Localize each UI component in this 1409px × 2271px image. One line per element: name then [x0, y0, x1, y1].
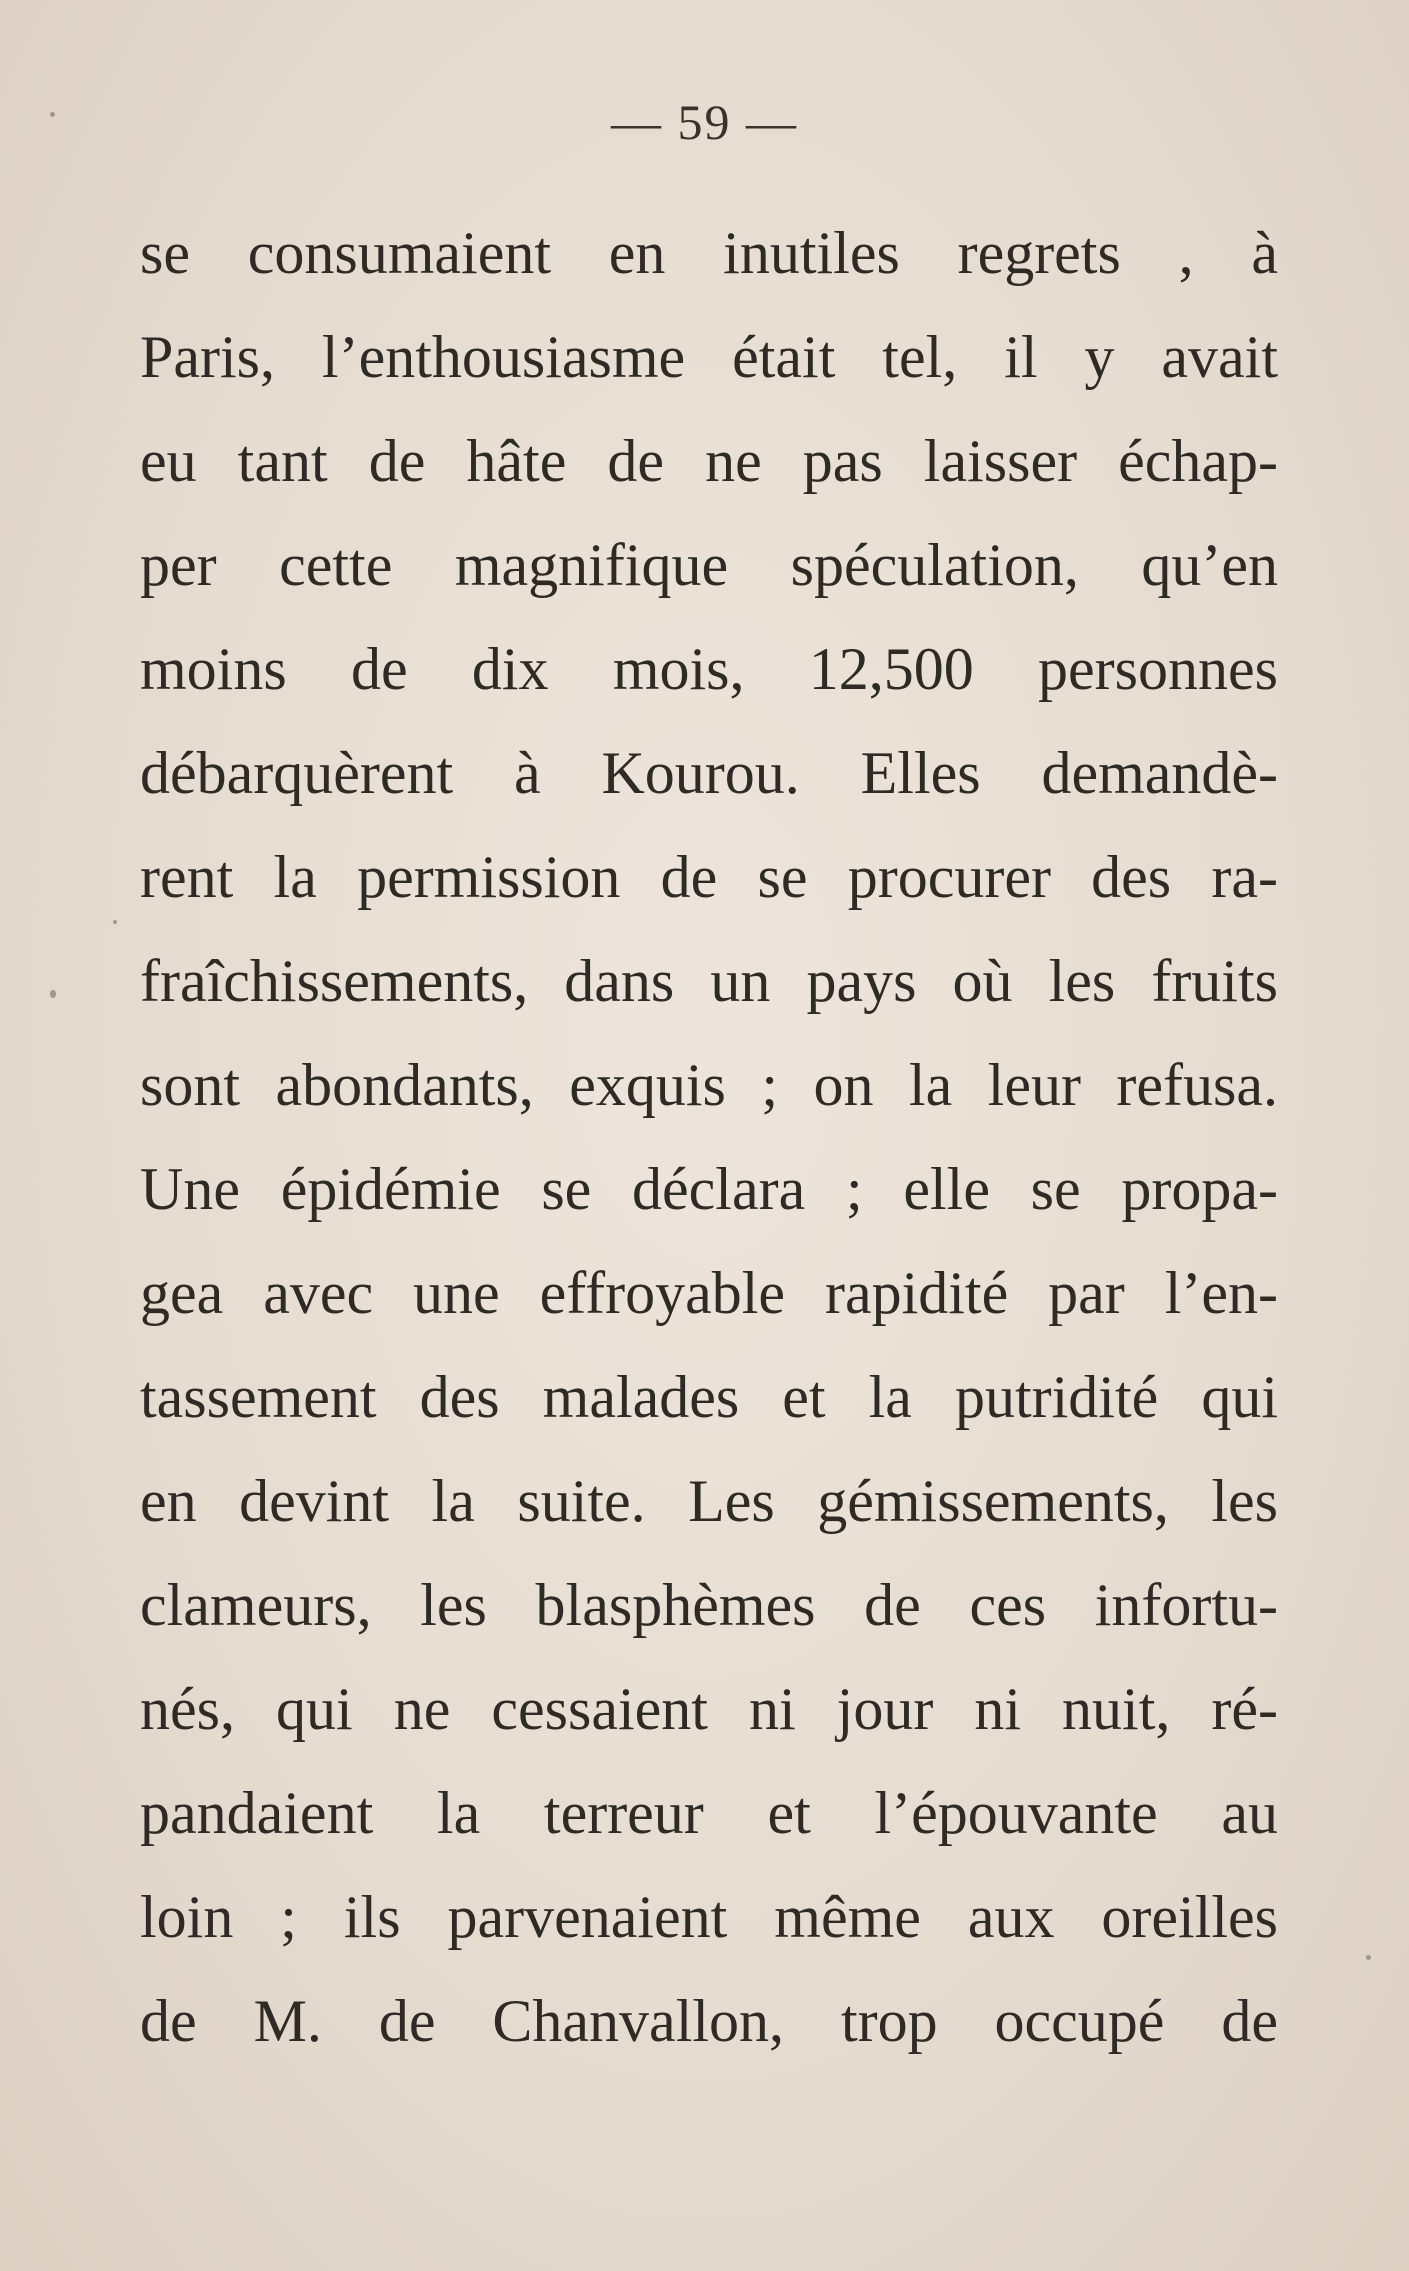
- text-line: per cette magnifique spéculation, qu’en: [140, 532, 1278, 598]
- text-line: fraîchissements, dans un pays où les fruits: [140, 948, 1278, 1014]
- text-line: moins de dix mois, 12,500 personnes: [140, 636, 1278, 702]
- ink-speck: [113, 920, 117, 924]
- text-line: en devint la suite. Les gémissements, les: [140, 1468, 1278, 1534]
- text-line: pandaient la terreur et l’épouvante au: [140, 1780, 1278, 1846]
- text-line: tassement des malades et la putridité qui: [140, 1364, 1278, 1430]
- text-line: Une épidémie se déclara ; elle se propa-: [140, 1156, 1278, 1222]
- text-line: sont abondants, exquis ; on la leur refusa.: [140, 1052, 1278, 1118]
- page-number: — 59 —: [611, 94, 798, 150]
- text-line: de M. de Chanvallon, trop occupé de: [140, 1988, 1278, 2054]
- text-line: se consumaient en inutiles regrets , à: [140, 220, 1278, 286]
- text-line: clameurs, les blasphèmes de ces infortu-: [140, 1572, 1278, 1638]
- text-line: loin ; ils parvenaient même aux oreilles: [140, 1884, 1278, 1950]
- text-line: rent la permission de se procurer des ra-: [140, 844, 1278, 910]
- text-line: Paris, l’enthousiasme était tel, il y avait: [140, 324, 1278, 390]
- text-line: eu tant de hâte de ne pas laisser échap-: [140, 428, 1278, 494]
- ink-speck: [1366, 1955, 1371, 1960]
- body-text: [140, 214, 1278, 2086]
- text-line: débarquèrent à Kourou. Elles demandè-: [140, 740, 1278, 806]
- text-line: nés, qui ne cessaient ni jour ni nuit, ré-: [140, 1676, 1278, 1742]
- text-line: gea avec une effroyable rapidité par l’en-: [140, 1260, 1278, 1326]
- ink-speck: [50, 990, 56, 998]
